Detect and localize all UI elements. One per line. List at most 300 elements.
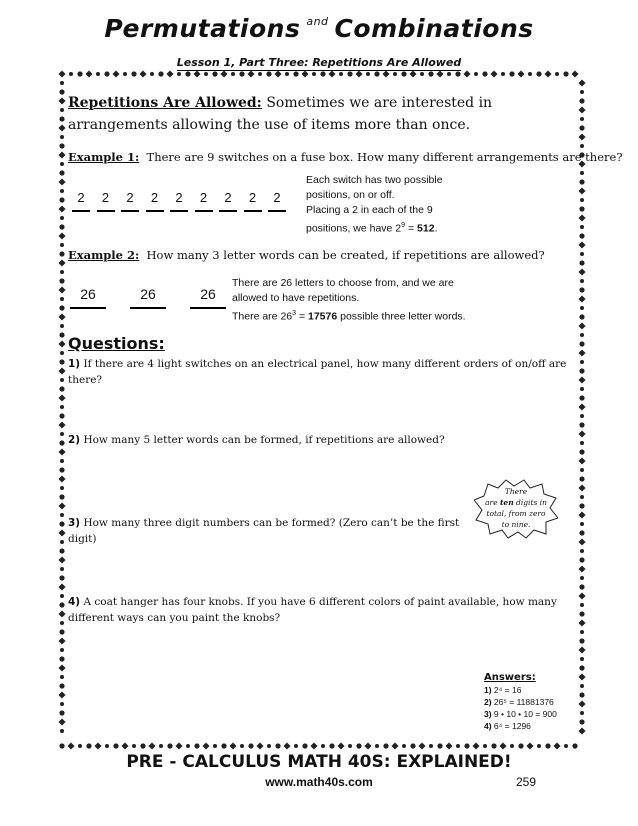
border-dot — [555, 72, 559, 76]
title-and: and — [306, 15, 329, 28]
answer-3: 3) 9 • 10 • 10 = 900 — [484, 709, 557, 719]
border-dot — [580, 549, 584, 553]
border-dot — [59, 656, 64, 661]
border-dot — [58, 691, 65, 698]
digit-slot — [170, 190, 188, 212]
border-dot — [578, 403, 585, 410]
border-dot — [60, 81, 64, 85]
border-dot — [383, 743, 388, 748]
border-dot — [58, 610, 65, 617]
digit-slot — [146, 190, 164, 212]
page-title — [0, 14, 638, 43]
example-1-line — [68, 150, 622, 164]
border-dot — [58, 70, 65, 77]
border-dot — [58, 259, 65, 266]
border-dot — [578, 268, 585, 275]
border-dot — [267, 744, 271, 748]
border-dot — [579, 476, 584, 481]
border-dot — [455, 71, 460, 76]
border-dot — [580, 711, 584, 715]
digit-blank-line — [219, 210, 237, 212]
border-dot — [528, 72, 532, 76]
border-dot — [382, 70, 389, 77]
decorative-border — [58, 70, 586, 750]
border-dot — [310, 742, 317, 749]
answers-heading: Answers: — [484, 672, 536, 683]
border-dot — [59, 629, 64, 634]
intro-paragraph — [68, 92, 568, 136]
border-dot — [139, 70, 146, 77]
hint-bubble — [474, 478, 558, 540]
border-dot — [159, 744, 163, 748]
footer-url[interactable]: www.math40s.com — [265, 775, 373, 789]
digit-slot — [244, 190, 262, 212]
border-dot — [578, 673, 585, 680]
border-dot — [59, 143, 64, 148]
border-dot — [526, 742, 533, 749]
border-dot — [67, 742, 74, 749]
border-dot — [580, 225, 584, 229]
border-dot — [58, 718, 65, 725]
border-dot — [579, 719, 584, 724]
digit-slot — [121, 190, 139, 212]
border-dot — [150, 72, 154, 76]
border-dot — [60, 351, 64, 355]
border-dot — [60, 621, 64, 625]
border-dot — [545, 743, 550, 748]
lesson-subtitle: Lesson 1, Part Three: Repetitions Are Allowed — [176, 56, 462, 69]
border-dot — [60, 135, 64, 139]
border-dot — [366, 72, 370, 76]
border-dot — [239, 71, 244, 76]
digit-slot — [70, 286, 106, 309]
border-dot — [490, 70, 497, 77]
questions-heading: Questions: — [68, 334, 165, 353]
border-dot — [578, 79, 585, 86]
border-dot — [60, 216, 64, 220]
border-dot — [59, 89, 64, 94]
border-dot — [437, 743, 442, 748]
border-dot — [60, 378, 64, 382]
question-3: 3) How many three digit numbers can be formed? (Zero can’t be the first digit) — [68, 517, 460, 545]
example-2-digit-slots — [70, 286, 230, 312]
border-dot — [60, 486, 64, 490]
digit-blank-line — [195, 210, 213, 212]
border-dot — [580, 468, 584, 472]
border-dot — [60, 324, 64, 328]
border-dot — [536, 71, 541, 76]
border-dot — [60, 729, 64, 733]
intro-text: Sometimes we are interested in arrangements allowing the use of items more than once. — [68, 95, 493, 133]
border-dot — [301, 70, 308, 77]
border-dot — [491, 743, 496, 748]
border-dot — [580, 603, 584, 607]
border-dot — [58, 205, 65, 212]
border-dot — [580, 360, 584, 364]
border-dot — [580, 171, 584, 175]
border-dot — [579, 449, 584, 454]
answer-2: 2) 26⁵ = 11881376 — [484, 697, 554, 707]
border-dot — [578, 727, 585, 734]
border-dot — [58, 97, 65, 104]
border-dot — [258, 72, 262, 76]
border-dot — [401, 71, 406, 76]
border-dot — [428, 71, 433, 76]
border-dot — [58, 340, 65, 347]
border-dot — [579, 368, 584, 373]
border-dot — [578, 133, 585, 140]
border-dot — [579, 557, 584, 562]
border-dot — [58, 421, 65, 428]
border-dot — [204, 72, 208, 76]
border-dot — [578, 538, 585, 545]
border-dot — [59, 332, 64, 337]
border-dot — [578, 430, 585, 437]
border-dot — [58, 556, 65, 563]
border-dot — [60, 162, 64, 166]
border-dot — [58, 286, 65, 293]
border-dot — [501, 72, 505, 76]
border-dot — [86, 743, 91, 748]
digit-value: 2 — [224, 190, 232, 205]
border-dot — [578, 592, 585, 599]
border-dot — [59, 305, 64, 310]
border-dot — [58, 448, 65, 455]
border-dot — [77, 71, 82, 76]
border-dot — [58, 502, 65, 509]
digit-value: 2 — [101, 190, 110, 205]
border-dot — [60, 432, 64, 436]
border-dot — [580, 144, 584, 148]
border-dot — [578, 484, 585, 491]
digit-slot — [97, 190, 115, 212]
border-dot — [578, 187, 585, 194]
border-dot — [580, 117, 584, 121]
border-dot — [580, 198, 584, 202]
border-dot — [463, 70, 470, 77]
digit-slot — [130, 286, 166, 309]
border-dot — [186, 744, 190, 748]
border-dot — [544, 70, 551, 77]
question-2: 2) How many 5 letter words can be formed, if repetitions are allowed? — [68, 434, 445, 446]
border-dot — [364, 742, 371, 749]
border-dot — [445, 742, 452, 749]
border-dot — [347, 71, 352, 76]
footer-title: PRE - CALCULUS MATH 40S: EXPLAINED! — [126, 752, 512, 772]
digit-value: 2 — [248, 190, 257, 205]
digit-slot — [72, 190, 90, 212]
border-dot — [59, 467, 64, 472]
border-dot — [578, 106, 585, 113]
border-dot — [355, 70, 362, 77]
border-dot — [321, 744, 325, 748]
border-dot — [58, 367, 65, 374]
border-dot — [579, 665, 584, 670]
digit-slot — [195, 190, 213, 212]
border-dot — [579, 584, 584, 589]
example-2-note — [232, 276, 532, 325]
border-dot — [578, 646, 585, 653]
bubble-text: There are ten digits in total, from zero to nine. — [485, 487, 547, 529]
example-2-note-line: allowed to have repetitions. — [232, 292, 360, 304]
border-dot — [58, 313, 65, 320]
border-dot — [537, 744, 541, 748]
border-dot — [60, 189, 64, 193]
border-dot — [579, 233, 584, 238]
digit-value: 2 — [77, 190, 85, 205]
digit-slot — [219, 190, 237, 212]
border-dot — [579, 692, 584, 697]
digit-value: 26 — [80, 286, 96, 302]
border-dot — [60, 702, 64, 706]
border-dot — [59, 494, 64, 499]
border-dot — [59, 521, 64, 526]
border-dot — [312, 72, 316, 76]
border-dot — [60, 243, 64, 247]
border-dot — [58, 124, 65, 131]
border-dot — [213, 744, 217, 748]
border-dot — [60, 405, 64, 409]
border-dot — [580, 90, 584, 94]
border-dot — [375, 744, 379, 748]
border-dot — [131, 71, 136, 76]
border-dot — [571, 70, 578, 77]
border-dot — [580, 630, 584, 634]
border-dot — [59, 683, 64, 688]
border-dot — [580, 279, 584, 283]
border-dot — [348, 744, 352, 748]
border-dot — [580, 576, 584, 580]
border-dot — [579, 530, 584, 535]
border-dot — [579, 638, 584, 643]
border-dot — [112, 70, 119, 77]
digit-blank-line — [268, 210, 286, 212]
border-dot — [402, 744, 406, 748]
border-dot — [266, 71, 271, 76]
border-dot — [60, 459, 64, 463]
border-dot — [578, 349, 585, 356]
border-dot — [580, 306, 584, 310]
border-dot — [578, 241, 585, 248]
border-dot — [283, 742, 290, 749]
border-dot — [563, 71, 568, 76]
border-dot — [148, 742, 155, 749]
answers-box — [484, 672, 557, 732]
border-dot — [59, 413, 64, 418]
digit-blank-line — [190, 307, 226, 309]
border-dot — [472, 742, 479, 749]
border-dot — [579, 341, 584, 346]
border-dot — [96, 72, 100, 76]
border-dot — [578, 295, 585, 302]
border-dot — [220, 70, 227, 77]
border-dot — [158, 71, 163, 76]
border-dot — [85, 70, 92, 77]
border-dot — [580, 657, 584, 661]
border-dot — [356, 743, 361, 748]
border-dot — [302, 743, 307, 748]
border-dot — [59, 359, 64, 364]
border-dot — [60, 675, 64, 679]
border-dot — [580, 684, 584, 688]
border-dot — [579, 287, 584, 292]
border-dot — [58, 178, 65, 185]
border-dot — [580, 387, 584, 391]
border-dot — [59, 251, 64, 256]
border-dot — [285, 72, 289, 76]
border-dot — [59, 386, 64, 391]
answer-1: 1) 2⁴ = 16 — [484, 685, 522, 695]
border-dot — [167, 743, 172, 748]
example-1-note — [306, 173, 506, 237]
border-dot — [580, 495, 584, 499]
digit-blank-line — [70, 307, 106, 309]
border-dot — [578, 322, 585, 329]
border-dot — [337, 742, 344, 749]
border-dot — [275, 743, 280, 748]
border-dot — [517, 70, 524, 77]
border-dot — [578, 457, 585, 464]
digit-blank-line — [170, 210, 188, 212]
border-dot — [113, 743, 118, 748]
example-1-digit-slots — [72, 190, 292, 214]
border-dot — [60, 108, 64, 112]
border-dot — [429, 744, 433, 748]
border-dot — [58, 394, 65, 401]
border-dot — [59, 743, 64, 748]
example-1-question: There are 9 switches on a fuse box. How many different arrangements are there? — [146, 150, 623, 164]
question-1: 1) If there are 4 light switches on an electrical panel, how many different orders of on/off are there? — [68, 358, 567, 386]
border-dot — [212, 71, 217, 76]
border-dot — [339, 72, 343, 76]
intro-heading: Repetitions Are Allowed: — [68, 95, 262, 111]
digit-value: 2 — [126, 190, 134, 205]
border-dot — [59, 197, 64, 202]
border-dot — [579, 611, 584, 616]
border-dot — [391, 742, 398, 749]
border-dot — [579, 503, 584, 508]
border-dot — [579, 206, 584, 211]
border-dot — [578, 511, 585, 518]
border-dot — [553, 742, 560, 749]
title-combinations: Combinations — [334, 14, 534, 43]
digit-blank-line — [146, 210, 164, 212]
border-dot — [328, 70, 335, 77]
example-1-label: Example 1: — [68, 150, 140, 164]
example-2-label: Example 2: — [68, 248, 140, 262]
border-dot — [123, 72, 127, 76]
border-dot — [193, 70, 200, 77]
border-dot — [580, 252, 584, 256]
answer-4: 4) 6⁴ = 1296 — [484, 721, 531, 731]
border-dot — [60, 540, 64, 544]
border-dot — [248, 743, 253, 748]
border-dot — [579, 179, 584, 184]
border-dot — [177, 72, 181, 76]
border-dot — [132, 744, 136, 748]
digit-slot — [190, 286, 226, 309]
border-dot — [579, 98, 584, 103]
digit-blank-line — [244, 210, 262, 212]
border-dot — [221, 743, 226, 748]
border-dot — [60, 648, 64, 652]
border-dot — [578, 376, 585, 383]
border-dot — [274, 70, 281, 77]
page-number: 259 — [516, 775, 537, 789]
question-4: 4) A coat hanger has four knobs. If you have 6 different colors of paint available, how many different ways can you paint the knobs? — [68, 596, 557, 624]
border-dot — [58, 583, 65, 590]
digit-blank-line — [121, 210, 139, 212]
border-dot — [185, 71, 190, 76]
border-dot — [58, 664, 65, 671]
digit-value: 2 — [273, 190, 281, 205]
border-dot — [58, 151, 65, 158]
border-dot — [418, 742, 425, 749]
border-dot — [580, 441, 584, 445]
border-dot — [60, 513, 64, 517]
example-2-note-result: There are $26^3 = 17576$ possible three letter words. — [232, 310, 466, 323]
border-dot — [240, 744, 244, 748]
example-1-note-line: Each switch has two possible — [306, 174, 443, 186]
border-dot — [59, 440, 64, 445]
border-dot — [510, 744, 514, 748]
example-2-question: How many 3 letter words can be created, if repetitions are allowed? — [146, 248, 545, 262]
border-dot — [231, 72, 235, 76]
border-dot — [578, 619, 585, 626]
border-dot — [456, 744, 460, 748]
border-dot — [229, 742, 236, 749]
digit-value: 26 — [200, 286, 216, 302]
border-dot — [121, 742, 128, 749]
border-dot — [482, 71, 487, 76]
digit-value: 2 — [199, 190, 208, 205]
border-dot — [58, 475, 65, 482]
border-dot — [509, 71, 514, 76]
digit-blank-line — [130, 307, 166, 309]
digit-value: 2 — [150, 190, 159, 205]
digit-value: 2 — [175, 190, 183, 205]
digit-slot — [268, 190, 286, 212]
border-dot — [256, 742, 263, 749]
border-dot — [140, 743, 145, 748]
border-dot — [320, 71, 325, 76]
border-dot — [104, 71, 109, 76]
border-dot — [59, 575, 64, 580]
digit-blank-line — [97, 210, 115, 212]
border-dot — [572, 743, 577, 748]
border-dot — [374, 71, 379, 76]
border-dot — [294, 744, 298, 748]
border-dot — [69, 72, 73, 76]
border-dot — [329, 743, 334, 748]
border-dot — [60, 297, 64, 301]
digit-value: 26 — [140, 286, 156, 302]
example-1-note-line: positions, on or off. — [306, 189, 395, 201]
border-dot — [579, 314, 584, 319]
border-dot — [59, 602, 64, 607]
example-1-note-result: positions, we have $2^9 = 512$. — [306, 222, 438, 235]
border-dot — [474, 72, 478, 76]
border-dot — [58, 529, 65, 536]
border-dot — [580, 522, 584, 526]
border-dot — [166, 70, 173, 77]
border-dot — [483, 744, 487, 748]
border-dot — [202, 742, 209, 749]
border-dot — [580, 414, 584, 418]
border-dot — [580, 333, 584, 337]
border-dot — [58, 232, 65, 239]
example-1-note-line: Placing a 2 in each of the 9 — [306, 204, 433, 216]
